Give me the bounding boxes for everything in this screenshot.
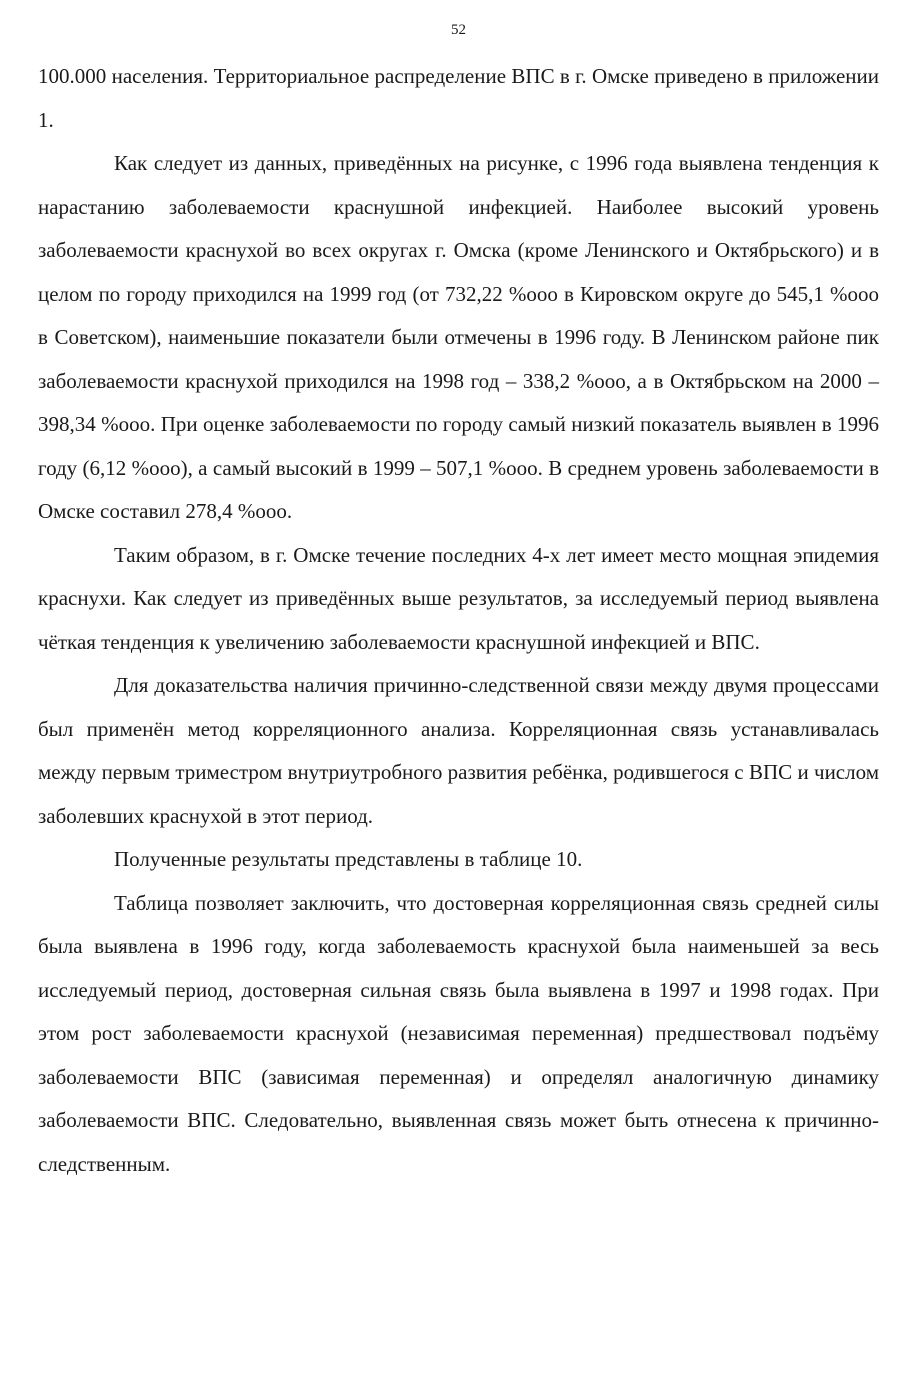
paragraph-epidemic-summary: Таким образом, в г. Омске течение последних 4-х лет имеет место мощная эпидемия краснухи. Как следует из приведённых выше результатов, за исследуемый период выявлена чёткая тенденция к увеличению заболеваемости краснушной инфекцией и ВПС.: [38, 542, 879, 654]
paragraph-rubella-incidence: Как следует из данных, приведённых на рисунке, с 1996 года выявлена тенденция к нарастанию заболеваемости краснушной инфекцией. Наиболее высокий уровень заболеваемости краснухой во всех округах г. Омска (кроме Ленинского и Октябрьского) и в целом по городу приходился на 1999 год (от 732,22 %ооо в Кировском округе до 545,1 %ооо в Советском), наименьшие показатели были отмечены в 1996 году. В Ленинском районе пик заболеваемости краснухой приходился на 1998 год – 338,2 %ооо, а в Октябрьском на 2000 – 398,34 %ооо. При оценке заболеваемости по городу самый низкий показатель выявлен в 1996 году (6,12 %ооо), а самый высокий в 1999 – 507,1 %ооо. В среднем уровень заболеваемости в Омске составил 278,4 %ооо.: [38, 151, 879, 523]
document-body: [38, 55, 879, 1186]
paragraph-continuation: 100.000 населения. Территориальное распределение ВПС в г. Омске приведено в приложении 1.: [38, 64, 879, 132]
paragraph-table-reference: Полученные результаты представлены в таблице 10.: [114, 847, 583, 871]
page-number: 52: [451, 22, 466, 38]
paragraph-conclusion: Таблица позволяет заключить, что достоверная корреляционная связь средней силы была выявлена в 1996 году, когда заболеваемость краснухой была наименьшей за весь исследуемый период, достоверная сильная связь была выявлена в 1997 и 1998 годах. При этом рост заболеваемости краснухой (независимая переменная) предшествовал подъёму заболеваемости ВПС (зависимая переменная) и определял аналогичную динамику заболеваемости ВПС. Следовательно, выявленная связь может быть отнесена к причинно-следственным.: [38, 890, 879, 1176]
paragraph-correlation-method: Для доказательства наличия причинно-следственной связи между двумя процессами был применён метод корреляционного анализа. Корреляционная связь устанавливалась между первым триместром внутриутробного развития ребёнка, родившегося с ВПС и числом заболевших краснухой в этот период.: [38, 673, 879, 828]
